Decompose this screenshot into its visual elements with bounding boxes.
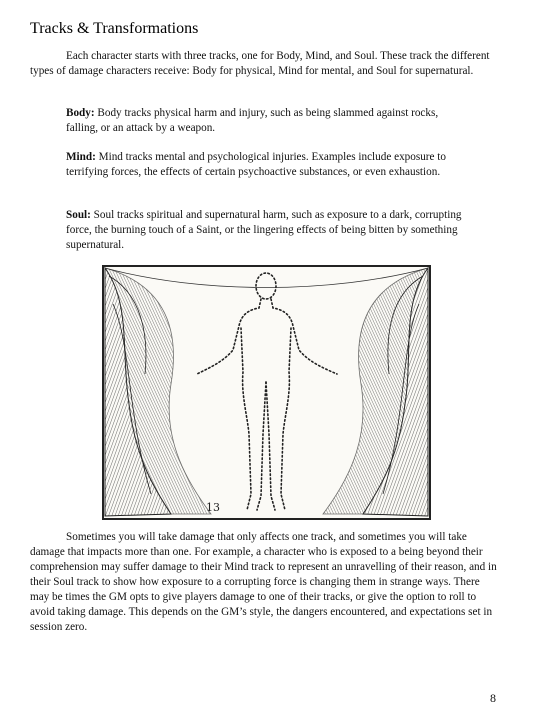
track-soul-text: Soul tracks spiritual and supernatural harm, such as exposure to a dark, corrupting force, the burning touch of a Saint, or the lingering effects of being bitten by something supernatural. [66,209,462,251]
track-mind-label: Mind: [66,151,96,163]
outro-paragraph: Sometimes you will take damage that only affects one track, and sometimes you will take damage that impacts more than one. For example, a character who is exposed to a being beyond their comprehension may suffer damage to their Mind track to represent an unravelling of their reason, and in their Soul track to show how exposure to a corrupting force is changing them in strange ways. There may be times the GM opts to give players damage to one of their tracks, or give the option to roll to avoid taking damage. This depends on the GM’s style, the dangers encountered, and expectations set in session zero. [30,531,497,633]
track-mind-text: Mind tracks mental and psychological injuries. Examples include exposure to terrifying forces, the effects of certain psychoactive substances, or even exhaustion. [66,151,446,178]
track-mind-paragraph [66,150,466,180]
body-outline-illustration [101,264,432,521]
intro-paragraph: Each character starts with three tracks, one for Body, Mind, and Soul. These track the different types of damage characters receive: Body for physical, Mind for mental, and Soul for supernatural. [30,50,490,77]
page-number: 8 [490,691,496,705]
plate-number: 13 [206,501,220,514]
track-soul-label: Soul: [66,209,91,221]
track-body-paragraph [66,106,466,136]
track-body-label: Body: [66,107,95,119]
track-soul-paragraph [66,208,466,253]
track-body-text: Body tracks physical harm and injury, such as being slammed against rocks, falling, or an attack by a weapon. [66,107,439,134]
page-title: Tracks & Transformations [30,20,199,37]
